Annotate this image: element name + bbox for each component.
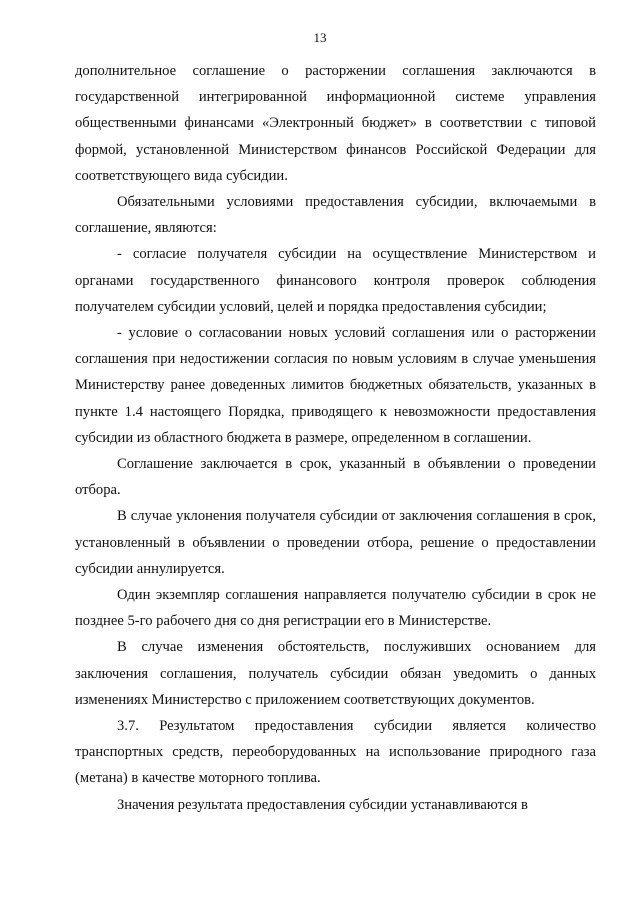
paragraph-mandatory-conditions: Обязательными условиями предоставления субсидии, включаемыми в соглашение, являются: bbox=[75, 194, 596, 237]
paragraph-circumstances-change: В случае изменения обстоятельств, послуживших основанием для заключения соглашения, получатель субсидии обязан уведомить о данных изменениях Министерство с приложением соответствующих документов. bbox=[75, 639, 596, 708]
paragraph-copy-delivery: Один экземпляр соглашения направляется получателю субсидии в срок не позднее 5-го рабочего дня со дня регистрации его в Министерстве. bbox=[75, 587, 596, 630]
paragraph-agreement-term: Соглашение заключается в срок, указанный в объявлении о проведении отбора. bbox=[75, 456, 596, 499]
document-body bbox=[75, 58, 596, 818]
paragraph-continuation: дополнительное соглашение о расторжении соглашения заключаются в государственной интегрированной информационной системе управления общественными финансами «Электронный бюджет» в соответствии с типовой формой, установленной Министерством финансов Российской Федерации для соответствующего вида субсидии. bbox=[75, 63, 596, 184]
page-number: 13 bbox=[313, 30, 327, 45]
paragraph-result-values: Значения результата предоставления субсидии устанавливаются в bbox=[117, 796, 528, 813]
paragraph-evasion: В случае уклонения получателя субсидии от заключения соглашения в срок, установленный в объявлении о проведении отбора, решение о предоставлении субсидии аннулируется. bbox=[75, 508, 596, 577]
paragraph-consent-condition: - согласие получателя субсидии на осуществление Министерством и органами государственного финансового контроля проверок соблюдения получателем субсидии условий, целей и порядка предоставления субсидии; bbox=[75, 246, 596, 315]
paragraph-renegotiation-condition: - условие о согласовании новых условий соглашения или о расторжении соглашения при недостижении согласия по новым условиям в случае уменьшения Министерству ранее доведенных лимитов бюджетных обязательств, указанных в пункте 1.4 настоящего Порядка, приводящего к невозможности предоставления субсидии из областного бюджета в размере, определенном в соглашении. bbox=[75, 325, 596, 446]
paragraph-section-3-7: 3.7. Результатом предоставления субсидии является количество транспортных средств, переоборудованных на использование природного газа (метана) в качестве моторного топлива. bbox=[75, 718, 596, 787]
